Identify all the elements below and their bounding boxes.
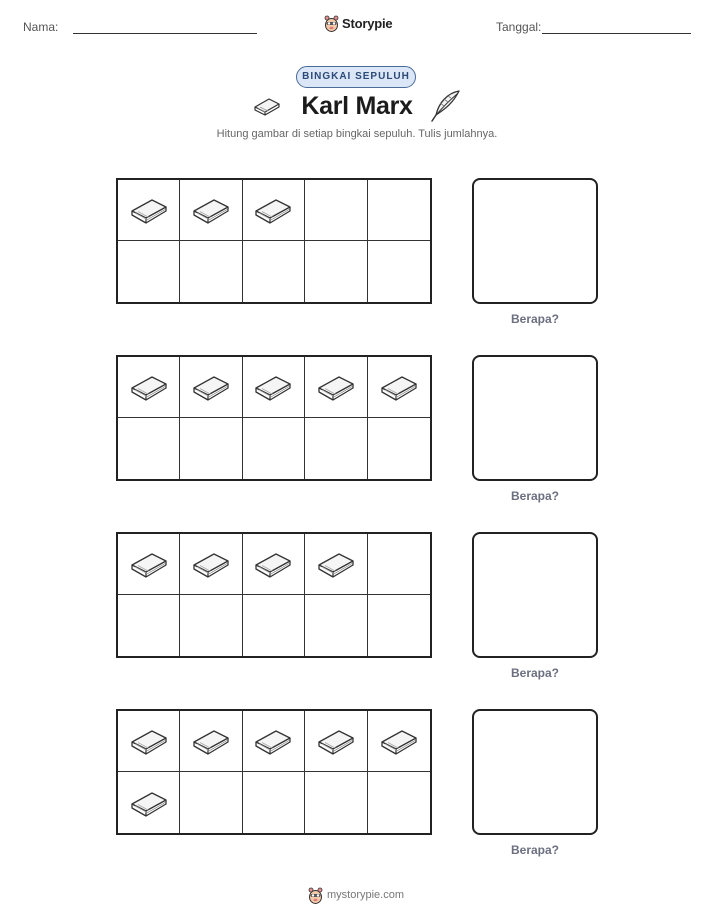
ten-frame-cell	[305, 534, 367, 595]
ten-frame-cell	[368, 772, 430, 833]
ten-frame-cell	[368, 241, 430, 302]
ten-frame-cell	[368, 595, 430, 656]
book-icon	[315, 723, 357, 759]
book-icon	[128, 723, 170, 759]
ten-frame-cell	[368, 357, 430, 418]
ten-frame-cell	[180, 534, 242, 595]
answer-label: Berapa?	[510, 489, 560, 503]
worksheet-type-badge: BINGKAI SEPULUH	[296, 66, 416, 88]
book-icon	[128, 369, 170, 405]
ten-frame-cell	[118, 241, 180, 302]
ten-frame-cell	[180, 772, 242, 833]
ten-frame-cell	[118, 418, 180, 479]
ten-frame-4	[116, 709, 432, 835]
book-icon	[378, 723, 420, 759]
book-icon	[190, 723, 232, 759]
answer-label: Berapa?	[510, 843, 560, 857]
answer-box-1[interactable]	[472, 178, 598, 304]
ten-frame-cell	[243, 357, 305, 418]
ten-frame-cell	[243, 418, 305, 479]
ten-frame-cell	[305, 711, 367, 772]
ten-frame-cell	[305, 241, 367, 302]
name-field-line[interactable]	[73, 33, 257, 34]
ten-frame-cell	[180, 180, 242, 241]
ten-frame-cell	[368, 534, 430, 595]
ten-frame-3	[116, 532, 432, 658]
name-label: Nama:	[23, 20, 59, 34]
answer-box-4[interactable]	[472, 709, 598, 835]
book-icon	[378, 369, 420, 405]
ten-frame-cell	[243, 534, 305, 595]
ten-frame-cell	[118, 534, 180, 595]
worksheet-header	[0, 0, 714, 50]
storypie-mascot-icon	[324, 14, 339, 32]
ten-frame-cell	[118, 180, 180, 241]
ten-frame-cell	[368, 180, 430, 241]
ten-frame-cell	[118, 772, 180, 833]
book-icon	[190, 192, 232, 228]
date-label: Tanggal:	[496, 20, 542, 34]
book-icon	[128, 546, 170, 582]
quill-icon	[430, 89, 462, 123]
ten-frame-cell	[243, 772, 305, 833]
ten-frame-cell	[180, 595, 242, 656]
date-field-line[interactable]	[542, 33, 691, 34]
book-icon	[315, 546, 357, 582]
answer-box-2[interactable]	[472, 355, 598, 481]
ten-frame-cell	[305, 180, 367, 241]
book-icon	[128, 785, 170, 821]
ten-frame-cell	[305, 418, 367, 479]
page-title: Karl Marx	[301, 92, 413, 120]
title-row	[0, 88, 714, 128]
book-icon	[190, 369, 232, 405]
instruction-text: Hitung gambar di setiap bingkai sepuluh. Tulis jumlahnya.	[216, 128, 498, 140]
book-icon	[252, 192, 294, 228]
ten-frame-cell	[180, 241, 242, 302]
ten-frame-cell	[118, 357, 180, 418]
brand-name: Storypie	[342, 15, 393, 31]
ten-frame-cell	[118, 595, 180, 656]
ten-frame-cell	[368, 711, 430, 772]
ten-frame-1	[116, 178, 432, 304]
answer-label: Berapa?	[510, 312, 560, 326]
book-icon	[252, 546, 294, 582]
book-icon	[315, 369, 357, 405]
book-icon	[190, 546, 232, 582]
book-icon	[252, 723, 294, 759]
footer-site: mystorypie.com	[327, 889, 405, 901]
ten-frame-cell	[305, 772, 367, 833]
ten-frame-cell	[180, 711, 242, 772]
ten-frame-cell	[243, 180, 305, 241]
ten-frame-cell	[118, 711, 180, 772]
answer-box-3[interactable]	[472, 532, 598, 658]
book-icon	[128, 192, 170, 228]
book-icon	[252, 369, 294, 405]
ten-frame-cell	[368, 418, 430, 479]
ten-frame-cell	[305, 595, 367, 656]
ten-frame-cell	[180, 418, 242, 479]
footer	[308, 884, 404, 906]
ten-frame-cell	[243, 241, 305, 302]
ten-frame-cell	[305, 357, 367, 418]
ten-frame-2	[116, 355, 432, 481]
brand-logo	[324, 13, 392, 33]
ten-frame-cell	[180, 357, 242, 418]
ten-frame-cell	[243, 595, 305, 656]
storypie-mascot-icon	[308, 886, 323, 904]
answer-label: Berapa?	[510, 666, 560, 680]
ten-frame-cell	[243, 711, 305, 772]
